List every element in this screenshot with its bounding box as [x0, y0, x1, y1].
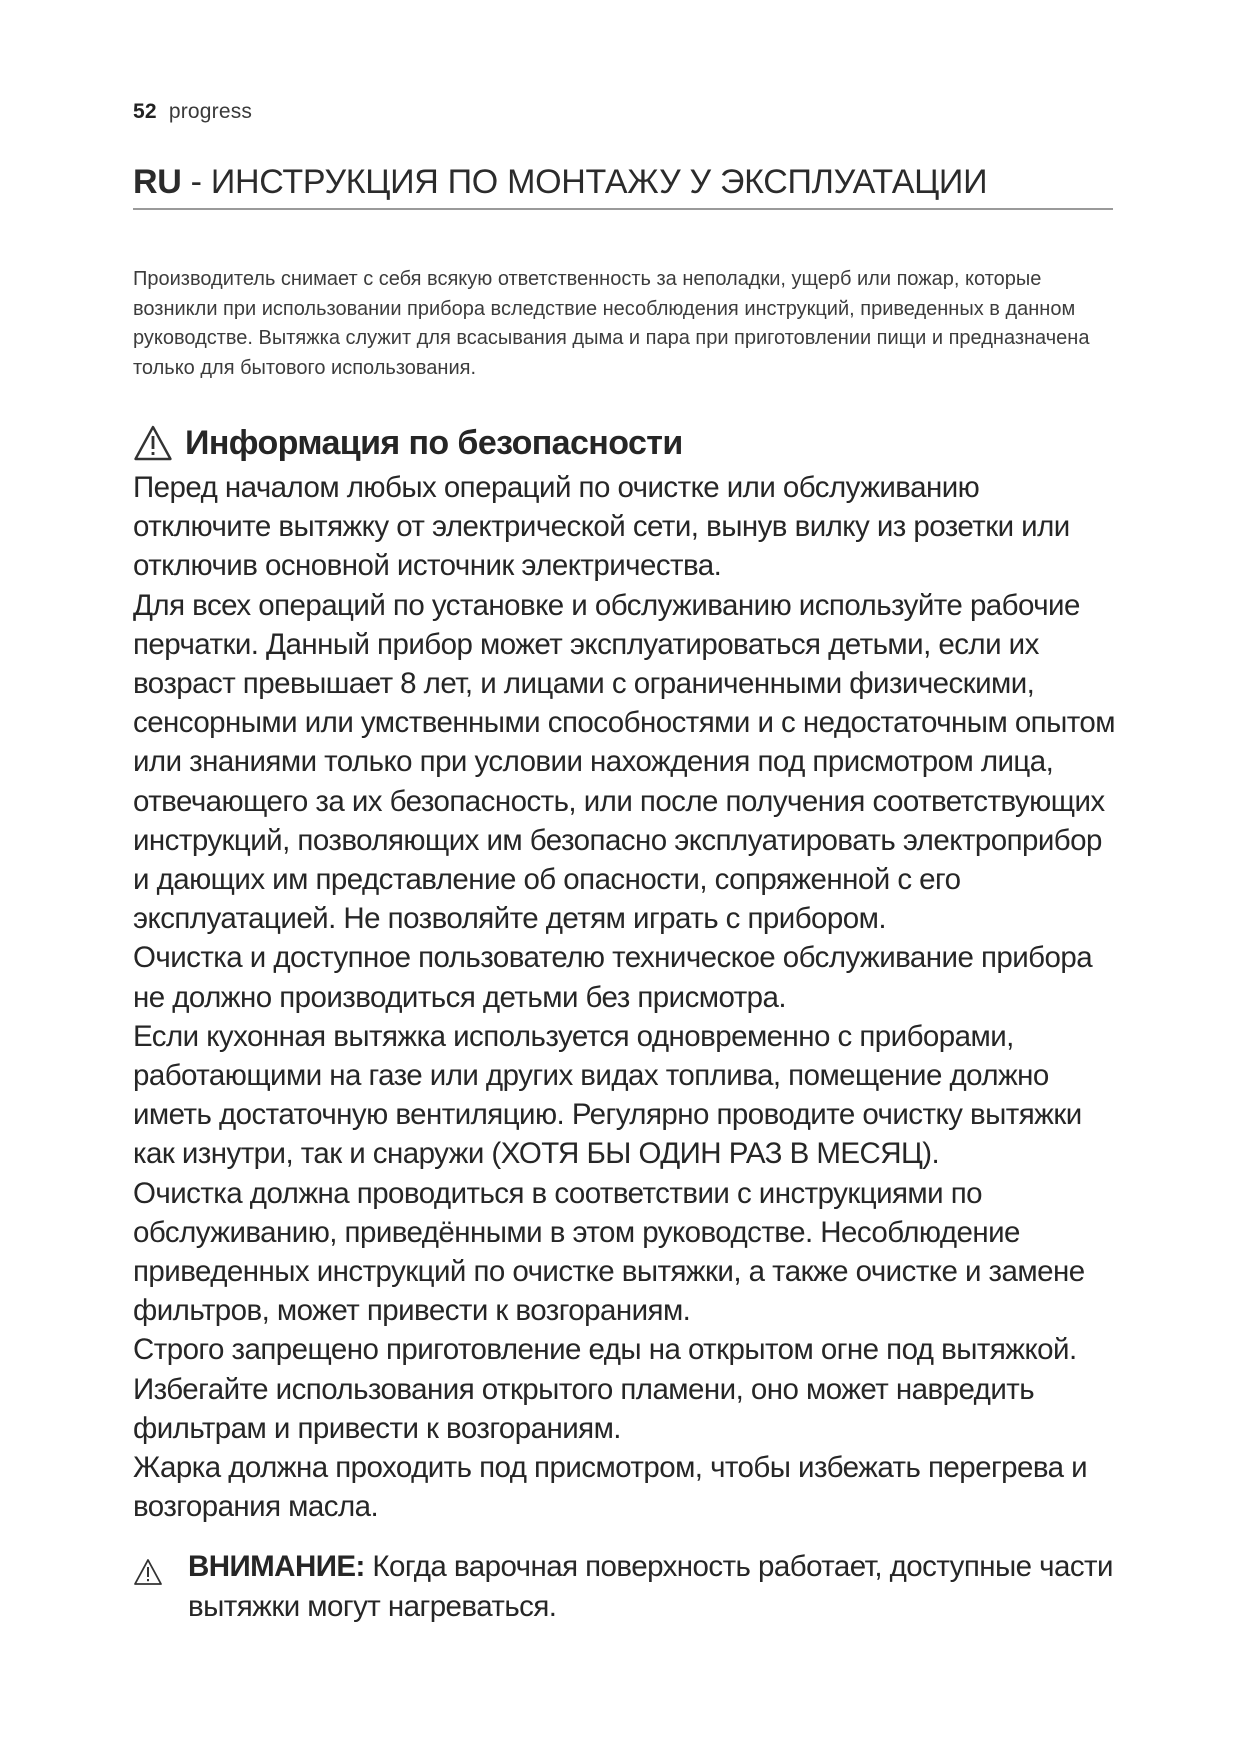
page-header [133, 100, 252, 124]
intro-paragraph: Производитель снимает с себя всякую ответственность за неполадки, ущерб или пожар, которые возникли при использовании прибора вследствие несоблюдения инструкций, приведенных в данном руководстве. Вытяжка служит для всасывания дыма и пара при приготовлении пищи и предназначена только для бытового использования. [133, 268, 1090, 379]
safety-paragraph: Жарка должна проходить под присмотром, чтобы избежать перегрева и возгорания масла. [133, 1451, 1088, 1524]
safety-paragraph: Избегайте использования открытого пламени, оно может навредить фильтрам и привести к возгораниям. [133, 1372, 1035, 1445]
warning-note-icon [133, 1557, 163, 1585]
warning-note-text [133, 1547, 1123, 1627]
safety-paragraph: Если кухонная вытяжка используется одновременно с приборами, работающими на газе или других видах топлива, помещение должно иметь достаточную вентиляцию. Регулярно проводите очистку вытяжки как изнутри, так и снаружи (ХОТЯ БЫ ОДИН РАЗ В МЕСЯЦ). [133, 1019, 1082, 1171]
title-text: ИНСТРУКЦИЯ ПО МОНТАЖУ У ЭКСПЛУАТАЦИИ [210, 163, 988, 201]
title-separator: - [181, 163, 211, 201]
safety-paragraph: Перед началом любых операций по очистке или обслуживанию отключите вытяжку от электрической сети, вынув вилку из розетки или отключив основной источник электричества. [133, 471, 1070, 583]
safety-paragraph: Очистка и доступное пользователю техническое обслуживание прибора не должно производиться детьми без присмотра. [133, 941, 1093, 1014]
document-title [133, 158, 1113, 210]
safety-paragraph: Для всех операций по установке и обслуживанию используйте рабочие перчатки. Данный прибор может эксплуатироваться детьми, если их возраст превышает 8 лет, и лицами с ограниченными физическими, сенсорными или умственными способностями и с недостаточным опытом или знаниями только при условии нахождения под присмотром лица, отвечающего за их безопасность, или после получения соответствующих инструкций, позволяющих им безопасно эксплуатировать электроприбор и дающих им представление об опасности, сопряженной с его эксплуатацией. Не позволяйте детям играть с прибором. [133, 588, 1115, 936]
safety-section-heading [133, 418, 683, 468]
page-number: 52 [133, 100, 157, 123]
safety-paragraph: Очистка должна проводиться в соответствии с инструкциями по обслуживанию, приведёнными в этом руководстве. Несоблюдение приведенных инструкций по очистке вытяжки, а также очистке и замене фильтров, может привести к возгораниям. [133, 1176, 1085, 1328]
warning-label: ВНИМАНИЕ: [188, 1550, 365, 1583]
warning-note [133, 1547, 1123, 1627]
warning-triangle-icon [133, 424, 173, 462]
language-code: RU [133, 163, 182, 201]
safety-heading: Информация по безопасности [185, 423, 683, 462]
safety-body [133, 468, 1123, 1526]
warning-text: Когда варочная поверхность работает, доступные части вытяжки могут нагреваться. [188, 1550, 1113, 1623]
safety-paragraph: Строго запрещено приготовление еды на открытом огне под вытяжкой. [133, 1333, 1077, 1367]
brand-name: progress [168, 100, 253, 123]
